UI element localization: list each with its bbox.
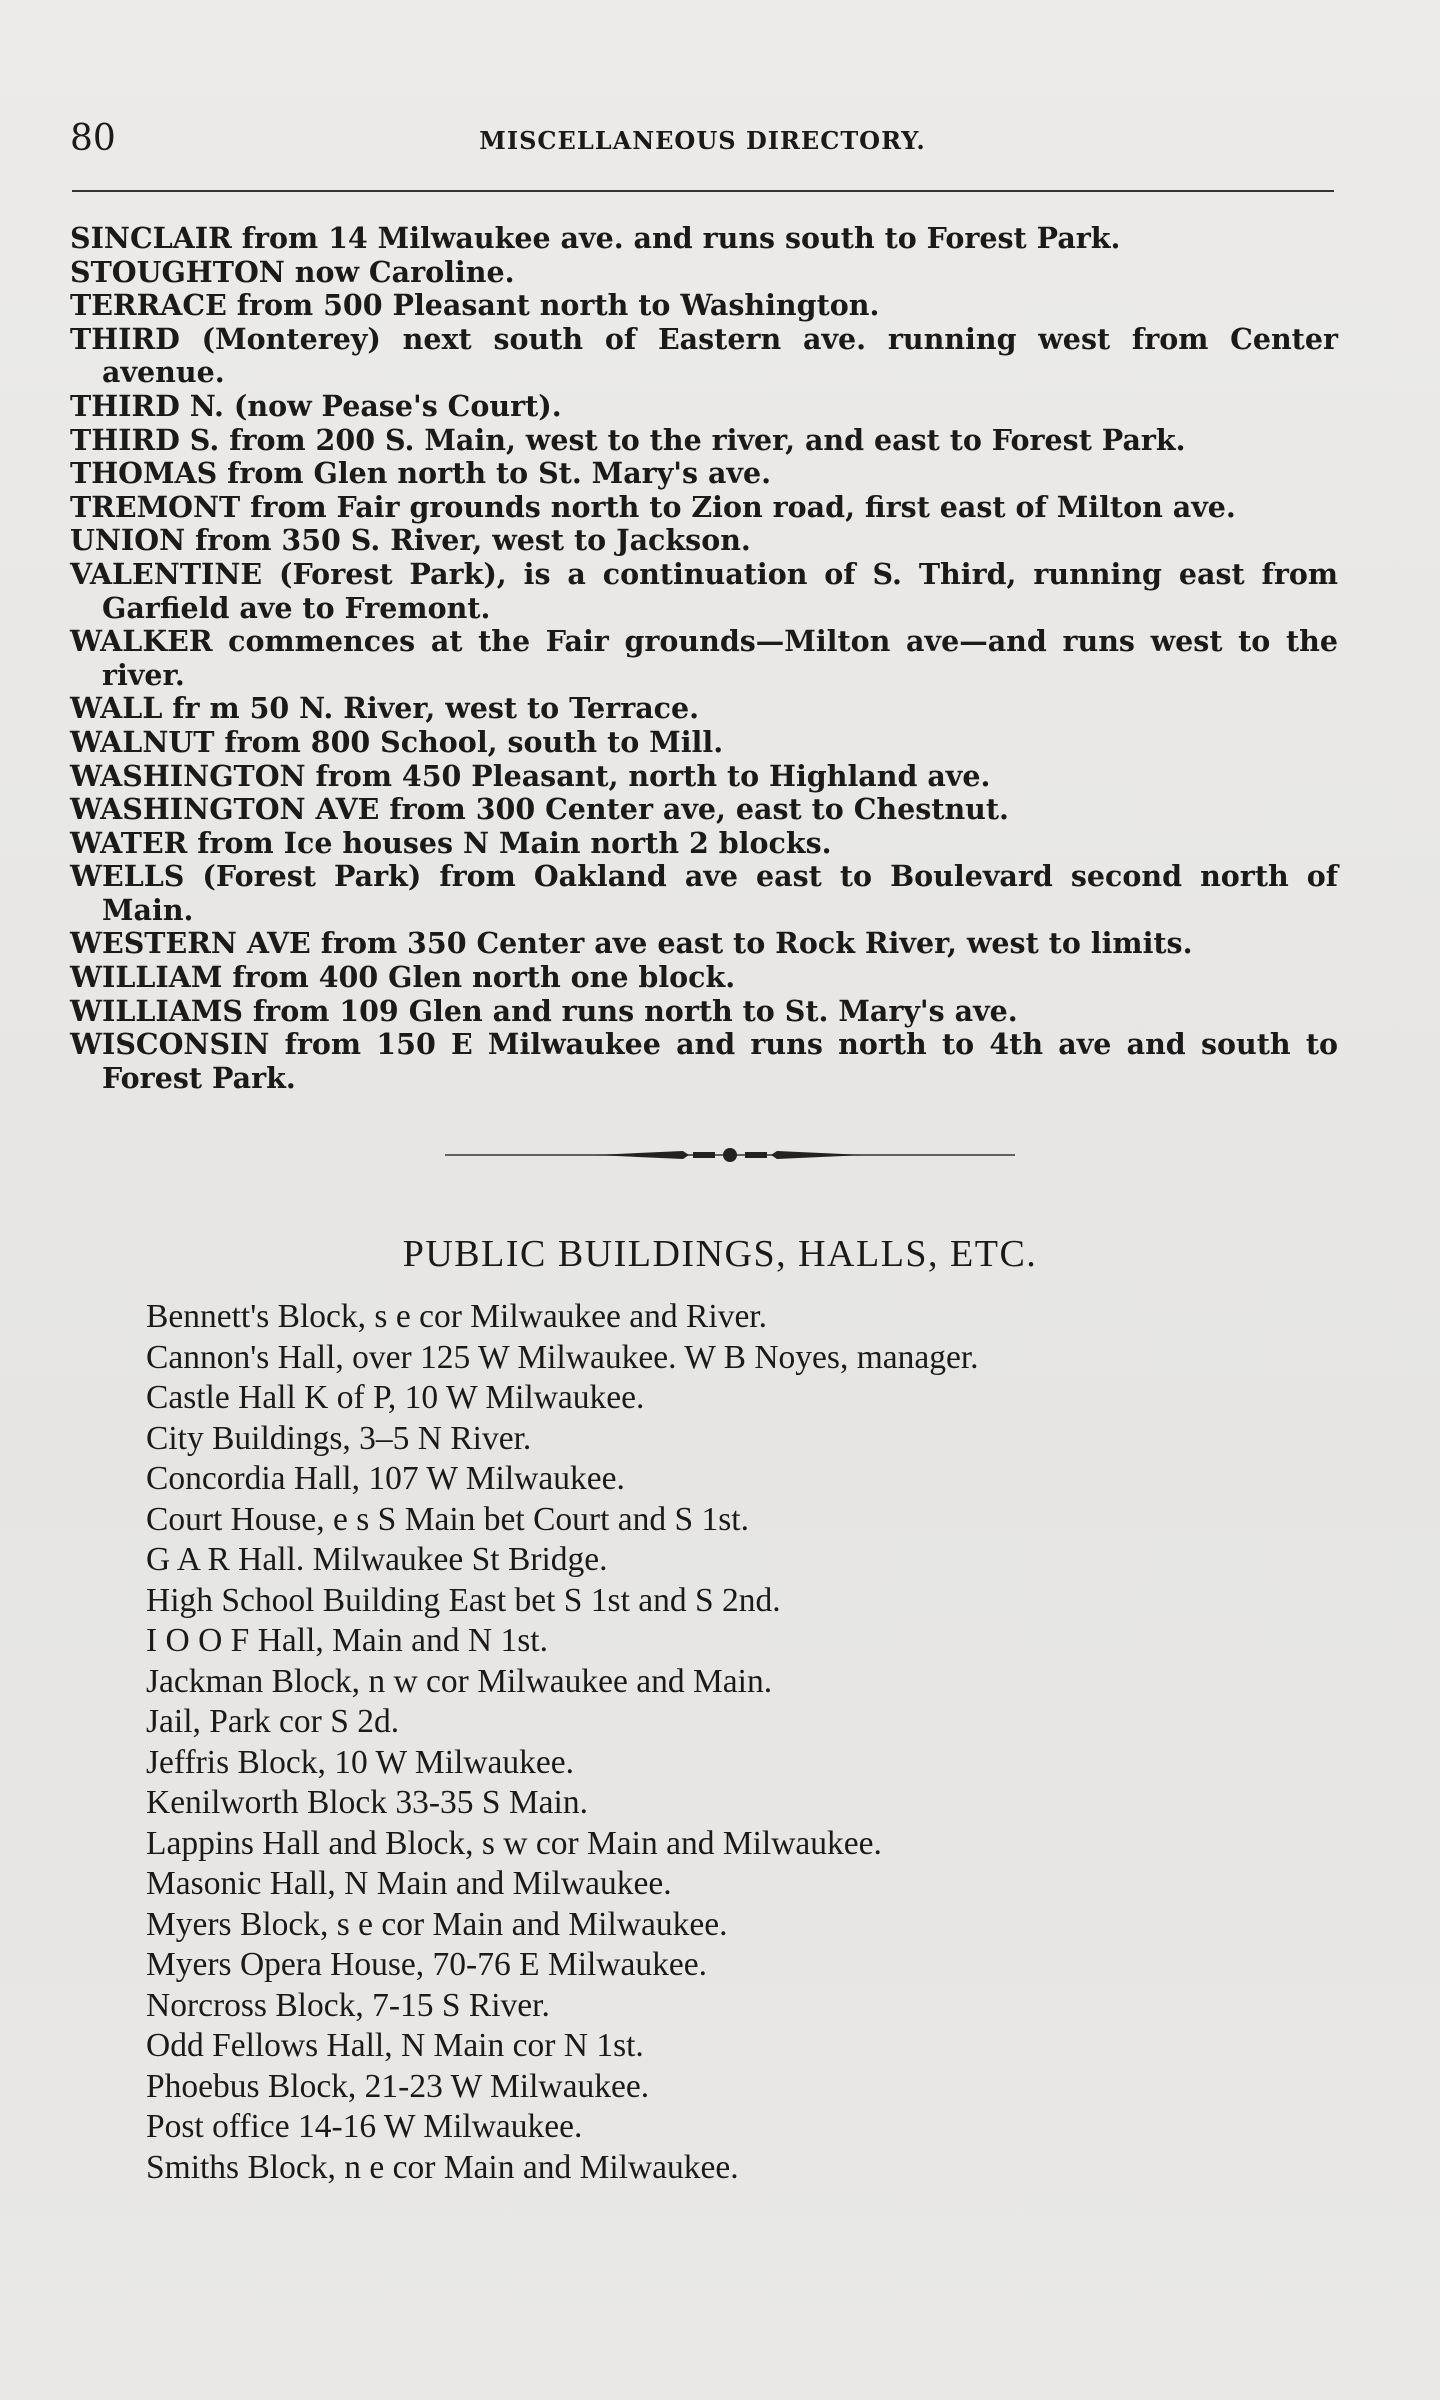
street-entry: WESTERN AVE from 350 Center ave east to Rock River, west to limits. <box>70 926 1193 961</box>
street-entry: SINCLAIR from 14 Milwaukee ave. and runs south to Forest Park. <box>70 221 1121 255</box>
street-entry: STOUGHTON now Caroline. <box>70 254 515 289</box>
building-entry: City Buildings, 3–5 N River. <box>146 1419 532 1457</box>
building-entry: Cannon's Hall, over 125 W Milwaukee. W B Noyes, manager. <box>146 1338 979 1376</box>
street-entry: WALKER commences at the Fair grounds—Milton ave—and runs west to the river. <box>70 624 1338 692</box>
street-list <box>70 222 1338 1095</box>
section-divider-ornament <box>445 1140 1015 1170</box>
building-entry: Myers Opera House, 70-76 E Milwaukee. <box>146 1946 707 1983</box>
section-title: PUBLIC BUILDINGS, HALLS, ETC. <box>402 1233 1038 1275</box>
building-entry: Bennett's Block, s e cor Milwaukee and River. <box>146 1298 767 1335</box>
street-entry: THIRD N. (now Pease's Court). <box>70 388 562 423</box>
building-entry: I O O F Hall, Main and N 1st. <box>146 1622 548 1659</box>
building-entry: Jeffris Block, 10 W Milwaukee. <box>146 1743 574 1781</box>
building-entry: Myers Block, s e cor Main and Milwaukee. <box>146 1905 728 1943</box>
street-entry: WATER from Ice houses N Main north 2 blocks. <box>70 825 832 860</box>
street-entry: THIRD (Monterey) next south of Eastern ave. running west from Center avenue. <box>70 321 1338 390</box>
building-entry: Masonic Hall, N Main and Milwaukee. <box>146 1865 672 1902</box>
street-entry: WISCONSIN from 150 E Milwaukee and runs north to 4th ave and south to Forest Park. <box>70 1027 1338 1095</box>
building-entry: Norcross Block, 7-15 S River. <box>146 1986 550 2024</box>
street-entry: WILLIAM from 400 Glen north one block. <box>70 960 736 995</box>
running-head: MISCELLANEOUS DIRECTORY. <box>479 126 926 155</box>
street-entry: THIRD S. from 200 S. Main, west to the river, and east to Forest Park. <box>70 422 1186 457</box>
building-entry: Jail, Park cor S 2d. <box>146 1703 400 1740</box>
header-rule <box>72 190 1334 192</box>
page-number: 80 <box>70 118 116 159</box>
street-entry: WILLIAMS from 109 Glen and runs north to St. Mary's ave. <box>70 993 1018 1028</box>
building-entry: Phoebus Block, 21-23 W Milwaukee. <box>146 2067 650 2105</box>
building-entry: Odd Fellows Hall, N Main cor N 1st. <box>146 2027 644 2064</box>
building-entry: Court House, e s S Main bet Court and S 1st. <box>146 1500 749 1538</box>
street-entry: THOMAS from Glen north to St. Mary's ave. <box>70 456 772 491</box>
street-entry: VALENTINE (Forest Park), is a continuation of S. Third, running east from Garfield ave to Fremont. <box>70 556 1338 625</box>
street-entry: TERRACE from 500 Pleasant north to Washington. <box>70 288 880 323</box>
street-entry: WELLS (Forest Park) from Oakland ave east to Boulevard second north of Main. <box>70 859 1338 927</box>
building-entry: G A R Hall. Milwaukee St Bridge. <box>146 1541 608 1578</box>
building-entry: Concordia Hall, 107 W Milwaukee. <box>146 1460 625 1497</box>
street-entry: WALNUT from 800 School, south to Mill. <box>70 724 724 759</box>
building-entry: Lappins Hall and Block, s w cor Main and Milwaukee. <box>146 1824 882 1862</box>
page-header <box>70 118 1335 168</box>
street-entry: WALL fr m 50 N. River, west to Terrace. <box>70 691 700 726</box>
building-entry: High School Building East bet S 1st and S 2nd. <box>146 1581 781 1619</box>
street-entry: WASHINGTON from 450 Pleasant, north to Highland ave. <box>70 758 991 793</box>
public-buildings-list <box>146 1297 1326 2188</box>
building-entry: Kenilworth Block 33-35 S Main. <box>146 1784 588 1821</box>
building-entry: Smiths Block, n e cor Main and Milwaukee. <box>146 2148 739 2186</box>
building-entry: Post office 14-16 W Milwaukee. <box>146 2108 583 2145</box>
building-entry: Jackman Block, n w cor Milwaukee and Main. <box>146 1662 773 1700</box>
building-entry: Castle Hall K of P, 10 W Milwaukee. <box>146 1379 645 1416</box>
street-entry: UNION from 350 S. River, west to Jackson. <box>70 523 751 558</box>
street-entry: TREMONT from Fair grounds north to Zion road, first east of Milton ave. <box>70 489 1236 524</box>
street-entry: WASHINGTON AVE from 300 Center ave, east to Chestnut. <box>70 792 1009 827</box>
